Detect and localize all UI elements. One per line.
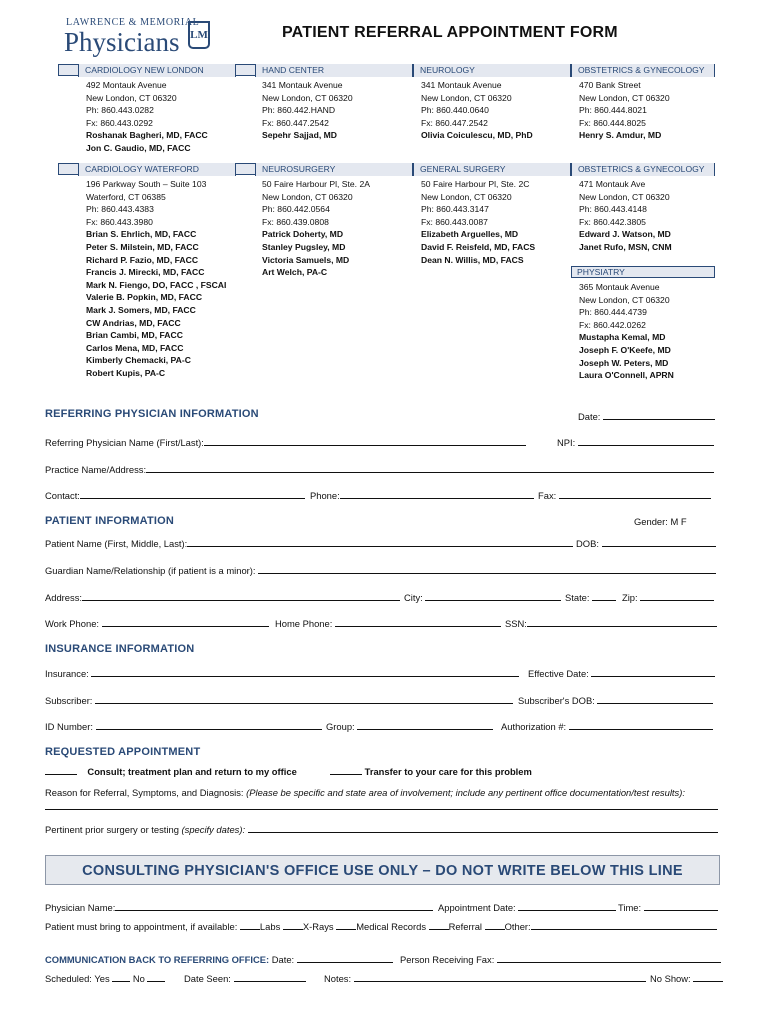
phone-label: Phone: [310,490,340,501]
dept-title-neurosurgery: NEUROSURGERY [255,163,413,176]
receiving-fax-field[interactable] [400,953,721,965]
appointment-date-label: Appointment Date: [438,902,516,913]
doctor-name: Brian Cambi, MD, FACC [86,330,183,341]
dept-line: New London, CT 06320 [86,92,177,103]
dept-title-general-surgery: GENERAL SURGERY [413,163,571,176]
notes-field[interactable] [324,972,646,984]
patient-name-label: Patient Name (First, Middle, Last): [45,538,188,549]
doctor-name: Elizabeth Arguelles, MD [421,229,519,240]
reason-blank-line[interactable] [45,809,718,810]
doctor-name: Olivia Coiculescu, MD, PhD [421,130,533,141]
no-show-field[interactable] [650,972,723,984]
dept-title-physiatry: PHYSIATRY [577,267,625,277]
office-use-banner: CONSULTING PHYSICIAN'S OFFICE USE ONLY – DO NOT WRITE BELOW THIS LINE [45,855,720,885]
dept-line: Waterford, CT 06385 [86,191,166,202]
labs-label: Labs [259,921,281,932]
id-number-label: ID Number: [45,721,93,732]
comm-date-label: Date: [271,954,295,965]
authorization-field[interactable] [501,720,713,732]
scheduled-field[interactable] [45,972,165,984]
authorization-label: Authorization #: [501,721,567,732]
doctor-name: Kimberly Chemacki, PA-C [86,355,191,366]
guardian-field[interactable] [45,564,716,576]
state-field[interactable] [565,591,616,603]
doctor-name: Roshanak Bagheri, MD, FACC [86,130,208,141]
dept-line: New London, CT 06320 [262,191,353,202]
subscriber-label: Subscriber: [45,695,93,706]
referring-date-field[interactable] [578,410,715,422]
dept-line: 470 Bank Street [579,80,641,90]
insurance-field[interactable] [45,667,519,679]
dept-line: Ph: 860.443.3147 [421,204,489,215]
patient-name-field[interactable] [45,537,573,549]
zip-label: Zip: [622,592,638,603]
bring-label: Patient must bring to appointment, if available: [45,921,238,932]
dept-line: Ph: 860.443.4383 [86,204,154,215]
effective-date-field[interactable] [528,667,715,679]
dept-line: Fx: 860.442.3805 [579,216,646,227]
dept-block-general-surgery [421,178,535,266]
city-label: City: [404,592,423,603]
dept-line: New London, CT 06320 [421,191,512,202]
dept-block-obgyn-2 [579,178,672,254]
ssn-label: SSN: [505,618,527,629]
prior-label: Pertinent prior surgery or testing [45,824,179,835]
dept-block-obgyn-1 [579,79,670,142]
receiving-fax-label: Person Receiving Fax: [400,954,495,965]
doctor-name: Mark J. Somers, MD, FACC [86,304,196,315]
form-title: PATIENT REFERRAL APPOINTMENT FORM [282,24,618,41]
doctor-name: Richard P. Fazio, MD, FACC [86,254,199,265]
dept-title-obgyn-2: OBSTETRICS & GYNECOLOGY [571,163,715,176]
subscriber-dob-field[interactable] [518,694,713,706]
city-field[interactable] [404,591,561,603]
dept-title-neurology: NEUROLOGY [413,64,571,77]
dept-line: 196 Parkway South – Suite 103 [86,179,207,189]
practice-field[interactable] [45,463,714,475]
dept-block-cardiology-nl [86,79,208,155]
address-label: Address: [45,592,82,603]
doctor-name: Mustapha Kemal, MD [579,332,666,343]
dept-line: 365 Montauk Avenue [579,282,660,292]
appointment-date-field[interactable] [438,901,616,913]
id-number-field[interactable] [45,720,322,732]
dept-line: Fx: 860.443.0292 [86,117,153,128]
dept-block-neurology [421,79,533,142]
dept-line: Ph: 860.443.0282 [86,105,154,116]
npi-field[interactable] [557,436,714,448]
physician-name-field[interactable] [45,901,433,913]
date-seen-field[interactable] [184,972,306,984]
doctor-name: Joseph F. O'Keefe, MD [579,344,671,355]
dept-line: Fx: 860.442.0262 [579,319,646,330]
dept-line: 50 Faire Harbour Pl, Ste. 2C [421,179,530,189]
phone-field[interactable] [310,489,534,501]
address-field[interactable] [45,591,400,603]
state-label: State: [565,592,590,603]
consult-label: Consult; treatment plan and return to my office [87,766,297,777]
dept-line: Ph: 860.444.8021 [579,105,647,116]
records-label: Medical Records [356,921,427,932]
doctor-name: Francis J. Mirecki, MD, FACC [86,267,205,278]
home-phone-label: Home Phone: [275,618,333,629]
zip-field[interactable] [622,591,714,603]
dept-block-neurosurgery [262,178,370,279]
insurance-label: Insurance: [45,668,89,679]
reason-note: (Please be specific and state area of involvement; include any pertinent office documentation/test results): [246,787,685,798]
dept-block-physiatry [579,281,674,382]
referral-label: Referral [448,921,482,932]
practice-label: Practice Name/Address: [45,464,147,475]
doctor-name: CW Andrias, MD, FACC [86,317,181,328]
dept-line: New London, CT 06320 [579,92,670,103]
guardian-label: Guardian Name/Relationship (if patient is a minor): [45,565,256,576]
contact-label: Contact: [45,490,80,501]
doctor-name: Carlos Mena, MD, FACC [86,342,184,353]
time-label: Time: [618,902,642,913]
dept-line: Ph: 860.444.4739 [579,307,647,318]
referring-name-field[interactable] [45,436,526,448]
dept-line: New London, CT 06320 [579,294,670,305]
communication-field[interactable] [45,953,393,965]
consult-option[interactable] [45,765,297,777]
fax-label: Fax: [538,490,557,501]
physician-name-label: Physician Name: [45,902,116,913]
notes-label: Notes: [324,973,352,984]
dept-line: Ph: 860.440.0640 [421,105,489,116]
dept-line: 492 Montauk Avenue [86,80,167,90]
doctor-name: Joseph W. Peters, MD [579,357,669,368]
group-field[interactable] [326,720,493,732]
reason-field[interactable] [45,787,685,798]
dept-line: Fx: 860.444.8025 [579,117,646,128]
group-label: Group: [326,721,355,732]
subscriber-dob-label: Subscriber's DOB: [518,695,595,706]
transfer-label: Transfer to your care for this problem [364,766,532,777]
dob-label: DOB: [576,538,599,549]
dept-line: 341 Montauk Avenue [262,80,343,90]
doctor-name: Jon C. Gaudio, MD, FACC [86,142,191,153]
doctor-name: Edward J. Watson, MD [579,229,671,240]
home-phone-field[interactable] [275,617,501,629]
doctor-name: Robert Kupis, PA-C [86,367,166,378]
logo-main-text: Physicians [64,27,180,57]
doctor-name: Peter S. Milstein, MD, FACC [86,241,199,252]
contact-field[interactable] [45,489,305,501]
dept-line: Fx: 860.443.0087 [421,216,488,227]
prior-note: (specify dates): [181,824,246,835]
dept-block-hand [262,79,353,142]
dept-line: Ph: 860.442.HAND [262,105,336,116]
dept-title-obgyn-1: OBSTETRICS & GYNECOLOGY [571,64,715,77]
date-seen-label: Date Seen: [184,973,231,984]
time-field[interactable] [618,901,718,913]
dept-title-cardiology-wf: CARDIOLOGY WATERFORD [78,163,236,176]
prior-surgery-field[interactable] [45,823,718,835]
work-phone-label: Work Phone: [45,618,100,629]
dept-line: New London, CT 06320 [262,92,353,103]
subscriber-field[interactable] [45,694,513,706]
doctor-name: Stanley Pugsley, MD [262,241,346,252]
appointment-section-title: REQUESTED APPOINTMENT [45,746,201,758]
dept-block-cardiology-wf [86,178,226,380]
dept-line: Ph: 860.442.0564 [262,204,330,215]
doctor-name: Mark N. Fiengo, DO, FACC , FSCAI [86,279,227,290]
doctor-name: Valerie B. Popkin, MD, FACC [86,292,203,303]
no-label: No [132,973,145,984]
referring-name-label: Referring Physician Name (First/Last): [45,437,204,448]
dept-line: 471 Montauk Ave [579,179,646,189]
fax-field[interactable] [538,489,711,501]
doctor-name: Janet Rufo, MSN, CNM [579,241,672,252]
patient-section-title: PATIENT INFORMATION [45,515,175,527]
ssn-field[interactable] [505,617,717,629]
logo-top-text: LAWRENCE & MEMORIAL [66,17,200,28]
communication-label: COMMUNICATION BACK TO REFERRING OFFICE: [45,954,270,965]
doctor-name: Art Welch, PA-C [262,267,328,278]
doctor-name: Patrick Doherty, MD [262,229,344,240]
dept-line: Fx: 860.439.0808 [262,216,329,227]
dept-title-hand: HAND CENTER [255,64,413,77]
dept-line: Fx: 860.447.2542 [421,117,488,128]
bring-items-field[interactable] [45,920,717,932]
doctor-name: Henry S. Amdur, MD [579,130,662,141]
doctor-name: David F. Reisfeld, MD, FACS [421,241,536,252]
dept-line: New London, CT 06320 [579,191,670,202]
date-label: Date: [578,411,601,422]
dept-title-cardiology-nl: CARDIOLOGY NEW LONDON [78,64,236,77]
insurance-section-title: INSURANCE INFORMATION [45,643,195,655]
logo-badge-icon: LM [188,21,210,49]
doctor-name: Laura O'Connell, APRN [579,370,674,381]
dept-line: Fx: 860.443.3980 [86,216,153,227]
doctor-name: Brian S. Ehrlich, MD, FACC [86,229,197,240]
referring-section-title: REFERRING PHYSICIAN INFORMATION [45,408,259,420]
xrays-label: X-Rays [302,921,334,932]
work-phone-field[interactable] [45,617,269,629]
transfer-option[interactable] [330,765,532,777]
doctor-name: Sepehr Sajjad, MD [262,130,337,141]
dept-line: 50 Faire Harbour Pl, Ste. 2A [262,179,370,189]
effective-date-label: Effective Date: [528,668,589,679]
scheduled-label: Scheduled: Yes [45,973,110,984]
dept-line: New London, CT 06320 [421,92,512,103]
gender-field[interactable]: Gender: M F [634,516,687,527]
dept-line: Fx: 860.447.2542 [262,117,329,128]
dob-field[interactable] [576,537,716,549]
dept-line: 341 Montauk Avenue [421,80,502,90]
dept-line: Ph: 860.443.4148 [579,204,647,215]
npi-label: NPI: [557,437,576,448]
doctor-name: Victoria Samuels, MD [262,254,350,265]
no-show-label: No Show: [650,973,691,984]
reason-label: Reason for Referral, Symptoms, and Diagnosis: [45,787,244,798]
other-label: Other: [504,921,531,932]
doctor-name: Dean N. Willis, MD, FACS [421,254,524,265]
